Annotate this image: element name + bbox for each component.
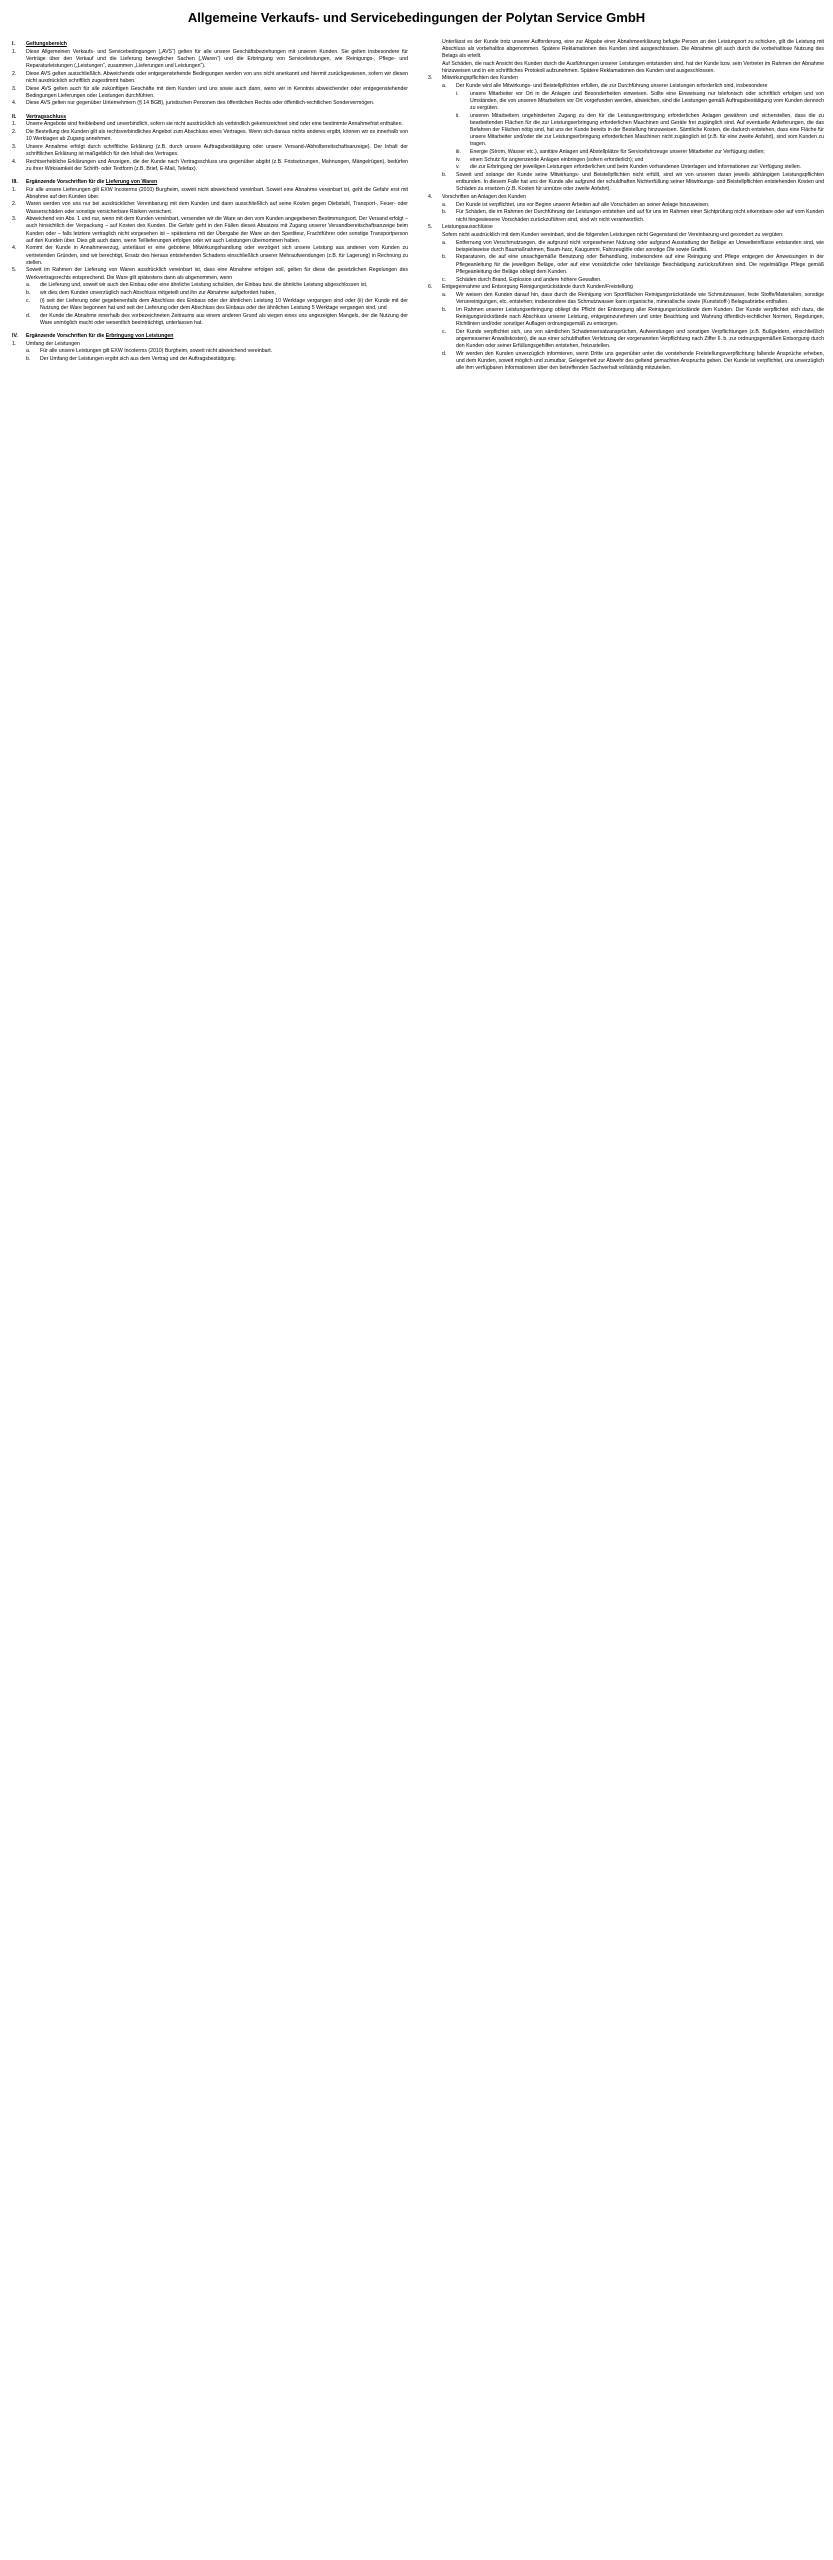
clause: 1. Umfang der Leistungen [12,340,80,347]
clause: 1. Für alle unsere Lieferungen gilt EXW Incoterms (2010) Burgheim, soweit nicht abweichend vereinbart. Soweit eine Abnahme vereinbart ist, geht die Gefahr erst mit Abnahme auf den Kunden über. [12,186,408,200]
sub-clause: a. die Lieferung und, soweit wir auch den Einbau oder eine ähnliche Leistung schulden, der Einbau bzw. die ähnliche Leistung abgeschlossen ist, [26,282,368,289]
sub-clause: b. Reparaturen, die auf eine unsachgemäße Benutzung oder Behandlung, insbesondere auf eine Reinigung und Pflege entgegen der Anweisungen in der Pflegeanleitung für die jeweiligen Beläge, oder auf eine vorsätzliche oder fahrlässige Beschädigung zurückzuführen sind. Die regelmäßige Pflege gemäß Pflegeanleitung der Beläge obliegt dem Kunden. [442,254,824,275]
clause: 3. Unsere Annahme erfolgt durch schriftliche Erklärung (z.B. durch unsere Auftragsbestätigung oder unsere Versand-/Abholbereitschaftsanzeige). Der Inhalt der schriftlichen Erklärung ist maßgeblich für den Inhalt des Vertrages. [12,143,408,157]
sub-clause: d. Wir werden den Kunden unverzüglich informieren, wenn Dritte uns gegenüber unter die vorstehende Freistellungsverpflichtung fallende Ansprüche erheben, und dem Kunden, soweit möglich und zumutbar, Gelegenheit zur Abwehr des geltend gemachten Anspruchs geben. Der Kunde ist verpflichtet, uns unverzüglich alle ihm verfügbaren Informationen über den betreffenden Sachverhalt vollständig mitzuteilen. [442,350,824,372]
clause: 3. Abweichend von Abs. 1 und nur, wenn mit dem Kunden vereinbart, versenden wir die Ware an den vom Kunden angegebenen Bestimmungsort. Der Versand erfolgt – auch hinsichtlich der Verpackung – auf Kosten des Kunden. Die Gefahr geht in den Fällen dieses Absatzes mit Zugang unserer Versandbereitschaftsanzeige beim Kunden oder – falls letztere vertraglich nicht vorgesehen ist – spätestens mit der Übergabe der Ware an den Spediteur, Frachtführer oder sonstige Transportperson auf den Kunden über. Dies gilt auch dann, wenn Teillieferungen erfolgen oder wir auch Leistungen übernommen haben. [12,216,408,244]
page-section-1 [12,38,824,372]
sub-clause: b. Der Umfang der Leistungen ergibt sich aus dem Vertrag und der Auftragsbestätigung. [26,355,237,362]
paragraph: Unterlässt es der Kunde trotz unserer Aufforderung, eine zur Abgabe einer Abnahmeerklärung befugte Person an den Leistungsort zu schicken, gilt die Leistung mit Abschluss als vorbehaltlos abgenommen. Spätere Reklamationen des Kunden sind ausgeschlossen. Die Abnahme gilt auch durch die vorbehaltlose Nutzung des Belags als erteilt. [442,38,824,59]
left-column [12,38,408,372]
sub-clause: c. Schäden durch Brand, Explosion und andere höhere Gewalten. [442,276,602,283]
section-heading-1: I. Geltungsbereich [12,41,67,47]
sub-clause: a. Der Kunde ist verpflichtet, uns vor Beginn unserer Arbeiten auf alle Vorschäden an seiner Anlage hinzuweisen. [442,201,710,208]
sub-clause: v. die zur Erbringung der jeweiligen Leistungen erforderlichen und beim Kunden vorhandenen Unterlagen und Informationen zur Verfügung stellen. [456,164,802,171]
clause: 4. Rechtserhebliche Erklärungen und Anzeigen, die der Kunde nach Vertragsschluss uns gegenüber abgibt (z.B. Fristsetzungen, Mahnungen, Mängelrügen), bedürfen zu ihrer Wirksamkeit der Schrift- oder Textform (z.B. Brief, E-Mail, Telefax). [12,158,408,172]
sub-clause: b. wir dies dem Kunden unverzüglich nach Abschluss mitgeteilt und ihn zur Abnahme aufgefordert haben, [26,290,276,296]
sub-clause: d. der Kunde die Abnahme innerhalb des vorbezeichneten Zeitraums aus einem anderen Grund als wegen eines uns angezeigten Mangels, der die Nutzung der Ware unmöglich macht oder wesentlich beeinträchtigt, unterlassen hat. [26,312,408,326]
document-title: Allgemeine Verkaufs- und Servicebedingungen der Polytan Service GmbH [187,10,646,25]
sub-clause: iii. Energie (Strom, Wasser etc.), sanitäre Anlagen und Abstellplätze für Servicefahrzeuge unserer Mitarbeiter zur Verfügung stellen; [456,149,765,156]
section-heading-3: III. Ergänzende Vorschriften für die Lieferung von Waren [12,178,158,185]
clause: 3. Diese AVS gelten auch für alle zukünftigen Geschäfte mit dem Kunden und uns sowie auch dann, wenn wir in Kenntnis abweichender oder entgegenstehender Bedingungen Lieferungen oder Leistungen durchführen. [12,85,408,99]
sub-clause: a. Der Kunde wird alle Mitwirkungs- und Beistellpflichten erfüllen, die zur Durchführung unserer Leistungen erforderlich sind, insbesondere [442,83,768,90]
sub-clause: b. Soweit und solange der Kunde seine Mitwirkungs- und Beistellpflichten nicht erfüllt, sind wir von unseren daran jeweils abhängigen Leistungspflichten entbunden. In diesem Falle hat uns der Kunde alle aufgrund der schuldhaften Nichterfüllung seiner Mitwirkungs- und Beistellpflichten entstehenden Kosten und Schäden zu ersetzen (z.B. Kosten für unnütze oder zweite Anfahrt). [442,172,824,193]
sub-clause: c. Der Kunde verpflichtet sich, uns von sämtlichen Schadensersatzansprüchen, Aufwendungen und sonstigen Verpflichtungen (z.B. Bußgeldern, einschließlich angemessener Anwaltskosten), die aus einer schuldhaften Verletzung der vorgenannten Verpflichtung nach Ziffer 6. b. zur ordnungsgemäßen Entsorgung durch den Kunden oder seiner Erfüllungsgehilfen entstehen, freizustellen. [442,328,824,350]
sub-clause: b. Im Rahmen unserer Leistungserbringung obliegt die Pflicht der Entsorgung aller Reinigungsrückstände dem Kunden. Der Kunde verpflichtet sich dazu, die Reinigungsrückstände nach Abschluss unserer Leistung, entgegenzunehmen und unter Beachtung und Wahrung öffentlich-rechtlicher Normen, Regelungen, Richtlinien und/oder sonstiger Auflagen ordnungsgemäß zu entsorgen. [442,306,824,328]
clause: 1. Unsere Angebote sind freibleibend und unverbindlich, sofern sie nicht ausdrücklich als verbindlich gekennzeichnet sind oder eine bestimmte Annahmefrist enthalten. [12,121,403,128]
sub-clause: c. (i) seit der Lieferung oder gegebenenfalls dem Abschluss des Einbaus oder der ähnlichen Leistung 10 Werktage vergangen sind oder (ii) der Kunde mit der Nutzung der Ware begonnen hat und seit der Lieferung oder dem Abschluss des Einbaus oder der ähnlichen Leistung 5 Werktage vergangen sind, und [26,297,408,311]
sub-clause: a. Für alle unsere Leistungen gilt EXW Incoterms (2010) Burgheim, soweit nicht abweichend vereinbart. [26,348,273,355]
clause: 2. Waren werden von uns nur bei ausdrücklicher Vereinbarung mit dem Kunden und dann ausschließlich auf seine Kosten gegen Diebstahl, Transport-, Feuer- oder Wasserschäden oder sonstige versicherbare Risiken versichert. [12,201,408,215]
sub-clause: b. Für Schäden, die im Rahmen der Durchführung der Leistungen entstehen und auf für uns im Rahmen einer Sichtprüfung nicht erkennbare oder auf vom Kunden nicht hingewiesene Vorschäden zurückzuführen sind, sind wir nicht verantwortlich. [442,209,824,223]
sub-clause: a. Wir weisen den Kunden darauf hin, dass durch die Reinigung von Sportflächen Reinigungsrückstände wie Schmutzwasser, feste Stoffe/Materialien, sonstige Verunreinigungen, etc. entstehen; insbesondere das Schmutzwasser kann organische, mineralische sowie (Kunststoff-) Belagsabriebe enthalten. [442,291,824,306]
clause: 6. Entgegennahme und Entsorgung Reinigungsrückstände durch Kunden/Freistellung [428,284,633,291]
clause: 4. Kommt der Kunde in Annahmeverzug, unterlässt er eine gebotene Mitwirkungshandlung oder verzögert sich unsere Leistung aus anderen vom Kunden zu vertretenden Gründen, sind wir berechtigt, Ersatz des hieraus entstehenden Schadens einschließlich unserer Mehraufwendungen (z.B. für Lagerung) in Rechnung zu stellen. [12,245,408,266]
sub-clause: ii. unseren Mitarbeitern ungehinderten Zugang zu den für die Leistungserbringung erforderlichen Anlagen gewähren und sicherstellen, dass die zu bearbeitenden Flächen für die zur Leistungserbringung erforderlichen Maschinen und Geräte frei zugänglich sind. Auf eventuelle Anlieferungen, die das Befahren der Flächen nötig sind, hat uns der Kunde bereits in der Bestellung hinzuweisen. Sämtliche Kosten, die dadurch entstehen, dass eine Fläche für unsere Mitarbeiter und/oder die zur Leistungserbringung erforderlichen Maschinen nicht zugänglich ist (z.B. für eine zweite Anfahrt), sind vom Kunden zu tragen. [456,112,824,148]
sub-clause: a. Entfernung von Verschmutzungen, die aufgrund nicht vorgesehener Nutzung oder aufgrund Ausstattung der Beläge an Umwelteinflüsse entstanden sind, wie beispielsweise durch Baumaßnahmen, Baum-harz, Kaugummi, Fahrzeuglöle oder sonstige Öle sowie Graffiti. [442,239,824,253]
clause: 2. Diese AVS gelten ausschließlich. Abweichende oder entgegenstehende Bedingungen werden von uns nicht anerkannt und hiermit zurückgewiesen, sofern wir diesen nicht ausdrücklich schriftlich zugestimmt haben. [12,70,408,84]
clause: 4. Vorschriften an Anlagen des Kunden [428,194,526,201]
sub-clause: i. unsere Mitarbeiter vor Ort in die Anlagen und Besonderheiten einweisen. Sollte eine Einweisung nur telefonisch oder schriftlich erfolgen und von Umständen, die von unseren Mitarbeitern vor Ort vorgefunden werden, abweichen, sind die Leistungen gemäß Auftragsbestätigung vom Kunden dennoch zu vergüten. [456,90,824,112]
clause: 3. Mitwirkungspflichten des Kunden [428,75,518,82]
clause: 4. Diese AVS gelten nur gegenüber Unternehmern (§ 14 BGB), juristischen Personen des öffentlichen Rechts oder öffentlich-rechtlichen Sondervermögen. [12,100,375,107]
clause: 5. Leistungsausschlüsse [428,224,493,231]
paragraph: Sofern nicht ausdrücklich mit dem Kunden vereinbart, sind die folgenden Leistungen nicht Gegenstand der Vereinbarung und gesondert zu vergüten: [442,231,784,238]
sub-clause: iv. einen Schutz für angrenzende Anlagen einbringen (sofern erforderlich); und [456,156,644,163]
clause: 5. Soweit im Rahmen der Lieferung von Waren ausdrücklich vereinbart ist, dass eine Abnahme erfolgen soll, gelten für diese die gesetzlichen Regelungen des Werkvertragsrechts entsprechend. Die Ware gilt spätestens dann als abgenommen, wenn [12,267,408,281]
paragraph: Auf Schäden, die nach Ansicht des Kunden durch die Ausführungen unserer Leistungen entstanden sind, hat der Kunde bzw. sein Vertreter im Rahmen der Abnahme hinzuweisen und in ein schriftliches Protokoll aufzunehmen. Spätere Reklamationen des Kunden sind ausgeschlossen. [442,60,824,74]
clause: 1. Diese Allgemeinen Verkaufs- und Servicebedingungen („AVS“) gelten für alle unsere Geschäftsbeziehungen mit unseren Kunden. Sie gelten insbesondere für Verträge über den Verkauf und die Lieferung beweglicher Sachen („Waren“) und die Erbringung von Serviceleistungen, wie Reinigungs-, Pflege- und Reparaturleistungen („Leistungen“, zusammen „Lieferungen und Leistungen“). [12,48,408,70]
section-heading-4: IV. Ergänzende Vorschriften für die Erbringung von Leistungen [12,332,174,339]
section-heading-2: II. Vertragsschluss [12,113,67,120]
right-column [428,38,824,372]
clause: 2. Die Bestellung des Kunden gilt als rechtsverbindliches Angebot zum Abschluss eines Vertrages. Wenn sich daraus nichts anderes ergibt, können wir es innerhalb von 10 Werktagen ab Zugang annehmen. [12,128,408,143]
